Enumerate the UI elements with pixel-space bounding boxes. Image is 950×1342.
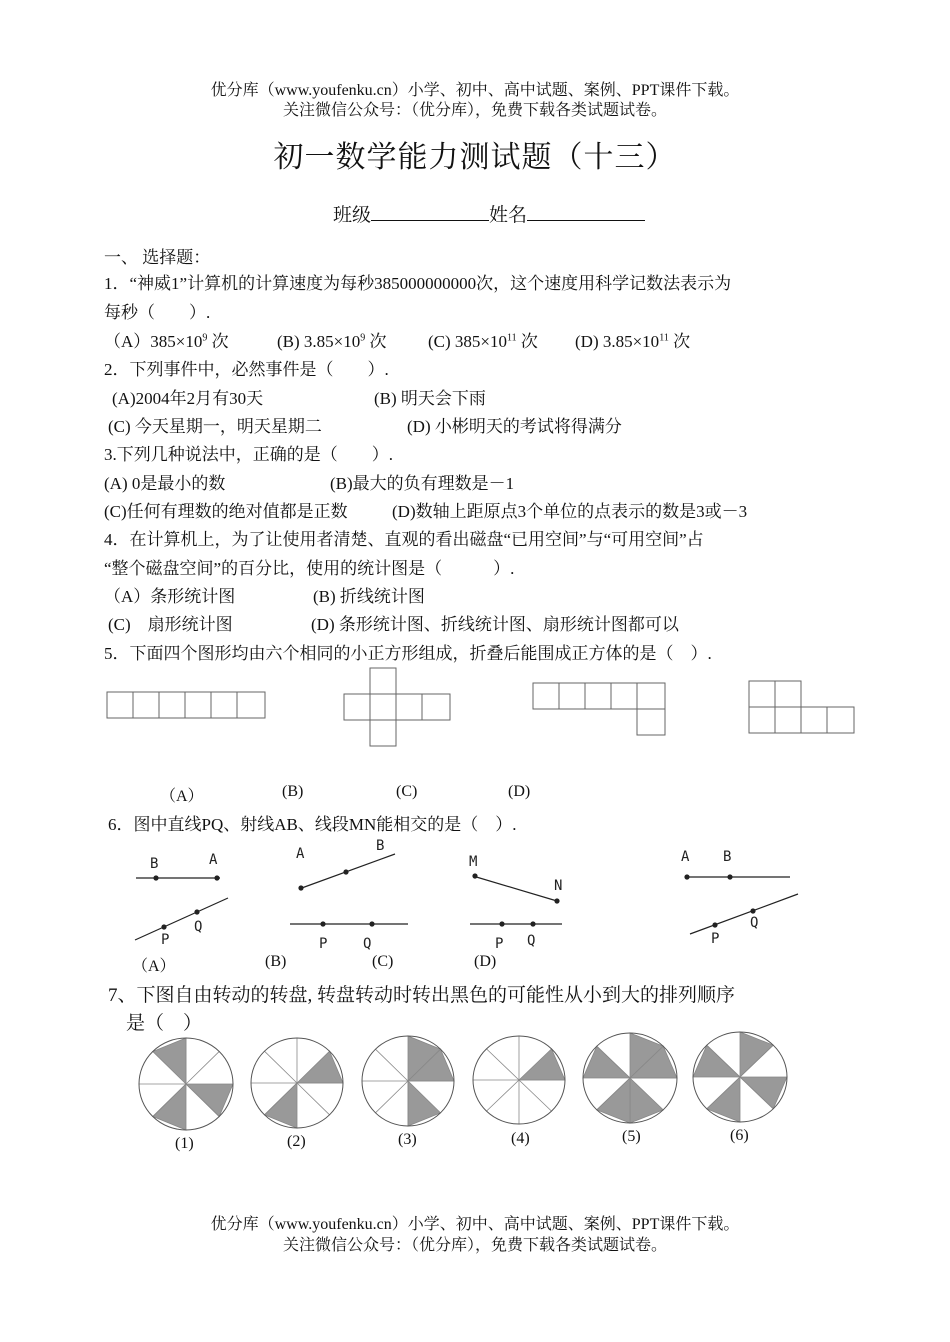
q3-option-d: (D)数轴上距原点3个单位的点表示的数是3或－3 — [392, 502, 748, 521]
q6-label-a: （A） — [132, 958, 176, 975]
shaded-sector — [153, 1038, 186, 1084]
sector-divider — [297, 1083, 330, 1115]
q5-stem: 5．下面四个图形均由六个相同的小正方形组成，折叠后能围成正方体的是（ ）. — [104, 644, 712, 663]
q6-stem: 6．图中直线PQ、射线AB、线段MN能相交的是（ ）. — [108, 815, 517, 834]
name-label: 姓名 — [489, 205, 528, 226]
q5-label-c: (C) — [396, 783, 418, 800]
sector-divider — [486, 1080, 519, 1111]
spinner-6 — [693, 1032, 787, 1122]
shaded-sector — [693, 1045, 740, 1077]
spinner-2 — [251, 1038, 343, 1128]
shaded-sector — [707, 1077, 740, 1122]
spinner-5 — [583, 1033, 677, 1123]
q4-option-a: （A）条形统计图 — [104, 587, 236, 606]
q1-option-a: $(A)385\times 10^9$ 次 — [104, 332, 229, 351]
q7-label-2: (2) — [287, 1133, 306, 1150]
q2-option-a: (A)2004年2月有30天 — [112, 389, 264, 408]
q1-option-c: (C) $385\times 10^{11}$ 次 — [428, 332, 538, 351]
q4-stem-1: 4．在计算机上，为了让使用者清楚、直观的看出磁盘“已用空间”与“可用空间”占 — [104, 530, 704, 549]
sector-divider — [186, 1051, 219, 1084]
q3-option-b: (B)最大的负有理数是－1 — [330, 474, 515, 493]
q2-option-c: (C) 今天星期一，明天星期二 — [108, 417, 322, 436]
section-heading: 一、 选择题： — [104, 248, 211, 267]
q3-option-a: (A) 0是最小的数 — [104, 474, 226, 493]
q7-label-6: (6) — [730, 1127, 749, 1144]
shaded-sector — [740, 1032, 773, 1077]
fig-c-label-q: Q — [527, 933, 536, 949]
footer-line-2: 关注微信公众号：（优分库），免费下载各类试题试卷。 — [282, 1237, 667, 1254]
sector-divider — [486, 1049, 519, 1080]
header-line-1: 优分库（www.youfenku.cn）小学、初中、高中试题、案例、PPT课件下载。 — [210, 82, 740, 99]
shaded-sector — [740, 1077, 787, 1109]
page-title: 初一数学能力测试题（十三） — [273, 141, 677, 174]
q1-option-d: (D) $3.85\times 10^{11}$ 次 — [575, 332, 691, 351]
q5-label-b: (B) — [282, 783, 304, 800]
q4-option-d: (D) 条形统计图、折线统计图、扇形统计图都可以 — [311, 615, 679, 634]
q6-label-c: (C) — [372, 953, 394, 970]
sector-divider — [264, 1051, 297, 1083]
fig-a-label-b: B — [150, 856, 159, 872]
class-label: 班级 — [333, 205, 372, 226]
fig-b-label-q: Q — [363, 936, 372, 952]
fig-a-label-a: A — [209, 852, 218, 868]
sector-divider — [375, 1081, 408, 1113]
q5-label-d: (D) — [508, 783, 531, 800]
fig-a-label-q: Q — [194, 919, 203, 935]
q7-label-1: (1) — [175, 1135, 194, 1152]
fig-c-label-m: M — [469, 854, 478, 870]
shaded-sector — [264, 1083, 297, 1128]
shaded-sector — [297, 1051, 343, 1083]
fig-d-label-p: P — [711, 931, 720, 947]
q3-stem: 3.下列几种说法中，正确的是（ ）. — [104, 445, 393, 464]
q1-option-b: (B) $3.85\times 10^9$ 次 — [277, 332, 387, 351]
shaded-sector — [519, 1049, 565, 1080]
q4-stem-2: “整个磁盘空间”的百分比，使用的统计图是（ ）. — [104, 559, 515, 578]
q7-label-3: (3) — [398, 1131, 417, 1148]
sector-divider — [375, 1049, 408, 1081]
q5-label-a: （A） — [160, 788, 204, 805]
fig-b-label-p: P — [319, 936, 328, 952]
q7-label-5: (5) — [622, 1128, 641, 1145]
q6-label-d: (D) — [474, 953, 497, 970]
q4-option-c: (C) 扇形统计图 — [108, 615, 233, 634]
shaded-sector — [408, 1081, 441, 1126]
q2-option-d: (D) 小彬明天的考试将得满分 — [407, 417, 622, 436]
footer-line-1: 优分库（www.youfenku.cn）小学、初中、高中试题、案例、PPT课件下载。 — [210, 1216, 740, 1233]
q7-stem-1: 7、下图自由转动的转盘, 转盘转动时转出黑色的可能性从小到大的排列顺序 — [108, 985, 736, 1006]
header-line-2: 关注微信公众号：（优分库），免费下载各类试题试卷。 — [282, 102, 667, 119]
q6-label-b: (B) — [265, 953, 287, 970]
fig-d-label-q: Q — [750, 915, 759, 931]
fig-c-label-n: N — [554, 878, 563, 894]
fig-a-label-p: P — [161, 932, 170, 948]
q2-option-b: (B) 明天会下雨 — [374, 389, 486, 408]
sector-divider — [519, 1080, 552, 1111]
q3-option-c: (C)任何有理数的绝对值都是正数 — [104, 502, 348, 521]
spinner-3 — [362, 1036, 454, 1126]
shaded-sector — [630, 1078, 663, 1123]
q4-option-b: (B) 折线统计图 — [313, 587, 425, 606]
q7-stem-2: 是（ ） — [126, 1013, 203, 1034]
shaded-sector — [583, 1046, 630, 1078]
spinner-4 — [473, 1036, 565, 1124]
shaded-sector — [186, 1084, 233, 1117]
fig-d-label-a: A — [681, 849, 690, 865]
fig-b-label-b: B — [376, 838, 385, 854]
q7-label-4: (4) — [511, 1130, 530, 1147]
fig-d-label-b: B — [723, 849, 732, 865]
q1-stem-1: 1．“神威1”计算机的计算速度为每秒385000000000次，这个速度用科学记数法表示为 — [104, 274, 732, 293]
q2-stem: 2．下列事件中，必然事件是（ ）. — [104, 360, 389, 379]
shaded-sector — [597, 1078, 630, 1123]
q1-stem-2: 每秒（ ）. — [104, 303, 211, 322]
fig-c-label-p: P — [495, 936, 504, 952]
spinner-1 — [139, 1038, 233, 1130]
fig-b-label-a: A — [296, 846, 305, 862]
shaded-sector — [153, 1084, 186, 1130]
